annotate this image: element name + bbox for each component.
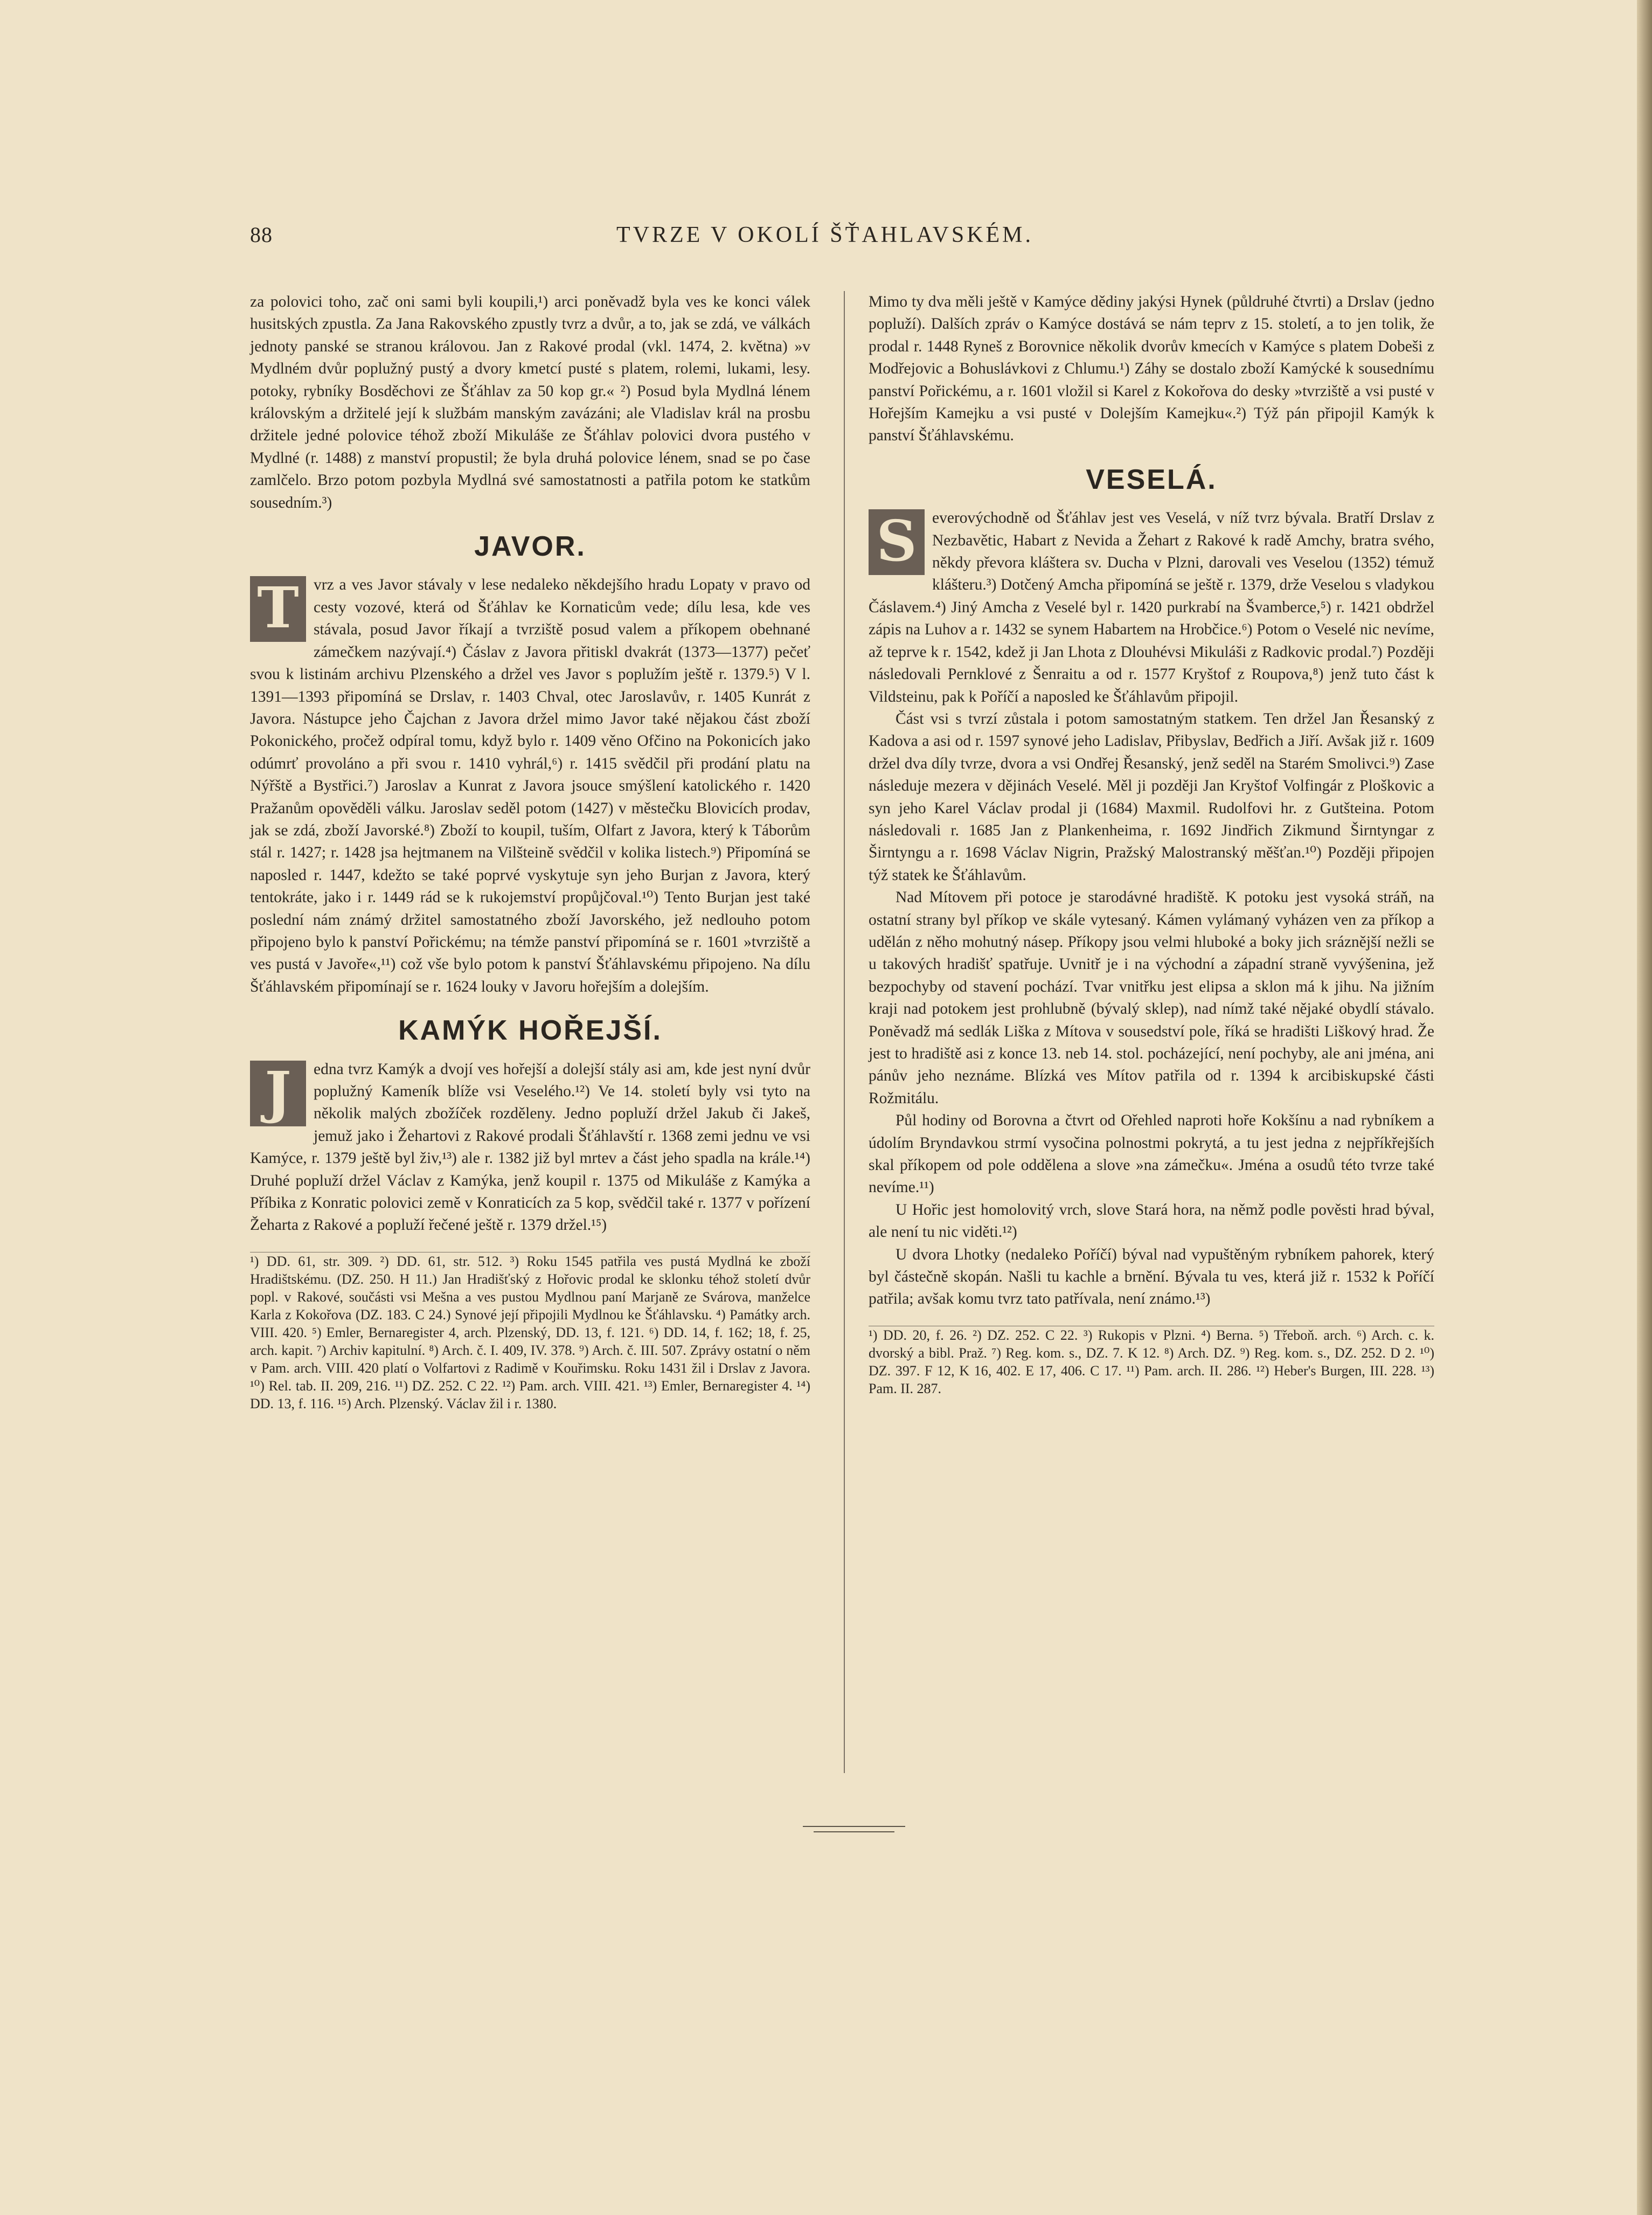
javor-text: vrz a ves Javor stávaly v lese nedaleko někdejšího hradu Lopaty v pravo od cesty vozové, která od Šťáhlav ke Kornaticům vede; dílu lesa, kde ves stávala, posud Javor říkají a tvrziště posud valem a příkopem obehnané zámečkem nazývají.⁴) Čáslav z Javora přitiskl dvakrát (1373—1377) pečeť svou k listinám archivu Plzenského a držel ves Javor s poplužím ještě r. 1379.⁵) V l. 1391—1393 připomíná se Drslav, r. 1403 Chval, otec Jaroslavův, r. 1405 Kunrát z Javora. Nástupce jeho Čajchan z Javora držel mimo Javor také nějakou část zboží Pokonického, pročež odpíral tomu, když bylo r. 1409 věno Ofčino na Pokonicích jako odúmrť provoláno a při svou r. 1410 vyhrál,⁶) r. 1415 svědčil při prodání platu na Nýřště a Bystřici.⁷) Jaroslav a Kunrat z Javora jsouce smýšlení katolického r. 1420 Pražanům opověděli válku. Jaroslav seděl potom (1427) v městečku Blovicích prodav, jak se zdá, zboží Javorské.⁸) Zboží to koupil, tuším, Olfart z Javora, který k Táborům stál r. 1427; r. 1428 jsa hejtmanem na Vilšteině svědčil v kolika listech.⁹) Připomíná se naposled r. 1447, kdežto se také poprvé vyskytuje syn jeho Burjan z Javora, který tentokráte, jako i r. 1449 rád se k rukojemství propůjčoval.¹⁰) Tento Burjan jest také poslední nám známý držitel samostatného zboží Javorského, jež nedlouho potom připojeno bylo k panství Pořickému; na témže panství připomíná se r. 1601 »tvrziště a ves pustá v Javoře«,¹¹) což vše bylo potom k panství Šťáhlavskému připojeno. Na dílu Šťáhlavském připomínají se r. 1624 louky v Javoru hořejším a dolejším. bbox=[250, 576, 810, 995]
page-edge bbox=[1637, 0, 1652, 2215]
vesela-paragraph-5: U Hořic jest homolovitý vrch, slove Stará hora, na němž podle pověsti hrad býval, ale není tu nic viděti.¹²) bbox=[869, 1201, 1434, 1241]
page-header bbox=[250, 222, 1399, 254]
end-rule-top bbox=[803, 1826, 905, 1827]
column-divider bbox=[844, 291, 845, 1773]
drop-cap-s: S bbox=[869, 509, 925, 575]
right-column bbox=[869, 291, 1434, 1397]
running-title: TVRZE V OKOLÍ ŠŤAHLAVSKÉM. bbox=[616, 223, 1034, 247]
vesela-heading: VESELÁ. bbox=[1086, 463, 1217, 495]
javor-paragraph bbox=[250, 574, 810, 998]
left-column bbox=[250, 291, 810, 1413]
drop-cap-j: J bbox=[250, 1061, 306, 1126]
vesela-text-1: everovýchodně od Šťáhlav jest ves Veselá, v níž tvrz bývala. Bratří Drslav z Nezbavětic, Habart z Nevida a Žehart z Rakové k radě Amchy, bratra svého, někdy převora kláštera sv. Ducha v Plzni, darovali ves Veselou (1352) témuž klášteru.³) Dotčený Amcha připomíná se ještě r. 1379, drže Veselou s vladykou Čáslavem.⁴) Jiný Amcha z Veselé byl r. 1420 purkrabí na Švamberce,⁵) r. 1421 obdržel zápis na Luhov a r. 1432 se synem Habartem na Hrobčice.⁶) Potom o Veselé nic nevíme, až teprve k r. 1542, kdež ji Jan Lhota z Dlouhévsi Mikuláši z Radkovic prodal.⁷) Později následovali Pernklové z Šenraitu a od r. 1577 Kryštof z Roupova,⁸) jenž tuto část k Vildsteinu, pak k Poříčí a naposled ke Šťáhlavům připojil. bbox=[869, 509, 1434, 705]
vesela-paragraph-3: Nad Mítovem při potoce je starodávné hradiště. K potoku jest vysoká stráň, na ostatní strany byl příkop ve skále vytesaný. Kámen vylámaný vyházen ven za příkop a udělán z něho mohutný násep. Příkopy jsou velmi hluboké a boky jich sráznější nežli se u takových hradišť spatřuje. Uvnitř je i na východní a západní straně vyvýšenina, jež bezpochyby od stavení pochází. Tvar vnitřku jest elipsa a sklon má k jihu. Na jižním kraji nad potokem jest prohlubně (bývalý sklep), nad nímž také nějaké obydlí stávalo. Poněvadž má sedlák Liška z Mítova v sousedství pole, říká se hradišti Liškový hrad. Že jest to hradiště asi z konce 13. neb 14. stol. pocházející, není pochyby, ale ani jména, ani pánův jeho neznáme. Blízká ves Mítov patřila od r. 1394 k arcibiskupské části Rožmitálu. bbox=[869, 889, 1434, 1107]
kamyk-paragraph bbox=[250, 1058, 810, 1237]
kamyk-continuation: Mimo ty dva měli ještě v Kamýce dědiny jakýsi Hynek (půldruhé čtvrti) a Drslav (jedno popluží). Dalších zpráv o Kamýce dostává se nám teprv z 15. století, a to jen tolik, že prodal r. 1448 Ryneš z Borovnice několik dvorův kmecích v Kamýce s platem Dobeši z Modřejovic a Bohuslávkovi z Chlumu.¹) Záhy se dostalo zboží Kamýcké k sousednímu panství Pořickému, a r. 1601 vložil si Karel z Kokořova do desky »tvrziště a vsi pusté v Hořejším Kamejku a vsi pusté v Dolejším Kamejku«.²) Týž pán připojil Kamýk k panství Šťáhlavskému. bbox=[869, 293, 1434, 445]
end-rule-bottom bbox=[814, 1831, 894, 1832]
vesela-paragraph-2: Část vsi s tvrzí zůstala i potom samostatným statkem. Ten držel Jan Řesanský z Kadova a asi od r. 1597 synové jeho Ladislav, Přibyslav, Bedřich a Jiří. Avšak již r. 1609 držel dva díly tvrze, dvora a vsi Ondřej Řesanský, jenž seděl na Starém Smolivci.⁹) Zase následuje mezera v dějinách Veselé. Měl ji později Jan Kryštof Volfingár z Ploškovic a syn jeho Karel Václav prodal ji (1684) Maxmil. Rudolfovi hr. z Gutšteina. Potom následovali r. 1685 Jan z Plankenheima, r. 1692 Jindřich Zikmund Širntyngar z Širntyngu a r. 1698 Václav Nigrin, Pražský Malostranský měšťan.¹⁰) Později připojen týž statek ke Šťáhlavům. bbox=[869, 710, 1434, 884]
vesela-paragraph-1 bbox=[869, 507, 1434, 708]
mydlna-paragraph: za polovici toho, zač oni sami byli koupili,¹) arci poněvadž byla ves ke konci válek husitských zpustla. Za Jana Rakovského zpustly tvrz a dvůr, a to, jak se zdá, ve válkách jednoty panské se stranou královou. Jan z Rakové prodal (vkl. 1474, 2. května) »v Mydlném dvůr poplužný pustý a dvory kmetcí pusté s platem, rolemi, lukami, lesy. potoky, rybníky Bosděchovi ze Šťáhlav za 50 kop gr.« ²) Posud byla Mydlná lénem královským a držitelé její k službám manským zavázáni; ale Vladislav král na prosbu držitele jedné polovice téhož zboží Mikuláše ze Šťáhlav polovici dvora pustého v Mydlné (r. 1488) z manství propustil; že byla druhá polovice lénem, snad se po čase zamlčelo. Brzo potom pozbyla Mydlná své samostatnosti a patřila potom ke statkům sousedním.³) bbox=[250, 293, 810, 511]
kamyk-heading: KAMÝK HOŘEJŠÍ. bbox=[398, 1015, 662, 1047]
right-footnotes: ¹) DD. 20, f. 26. ²) DZ. 252. C 22. ³) Rukopis v Plzni. ⁴) Berna. ⁵) Třeboň. arch. ⁶) Arch. c. k. dvorský a bibl. Praž. ⁷) Reg. kom. s., DZ. 7. K 12. ⁸) Arch. DZ. ⁹) Reg. kom. s., DZ. 252. D 2. ¹⁰) DZ. 397. F 12, K 16, 402. E 17, 406. C 17. ¹¹) Pam. arch. II. 286. ¹²) Heber's Burgen, III. 228. ¹³) Pam. II. 287. bbox=[869, 1327, 1434, 1396]
javor-heading: JAVOR. bbox=[474, 531, 586, 563]
left-footnotes: ¹) DD. 61, str. 309. ²) DD. 61, str. 512. ³) Roku 1545 patřila ves pustá Mydlná ke zboží Hradištskému. (DZ. 250. H 11.) Jan Hradišťský z Hořovic prodal ke sklonku téhož století dvůr popl. v Rakové, součásti vsi Mešna a ves pustou Mydlnou paní Marjaně ze Svárova, manželce Karla z Kokořova (DZ. 183. C 24.) Synové její připojili Mydlnou ke Šťáhlavsku. ⁴) Památky arch. VIII. 420. ⁵) Emler, Bernaregister 4, arch. Plzenský, DD. 13, f. 121. ⁶) DD. 14, f. 162; 18, f. 25, arch. kapit. ⁷) Archiv kapitulní. ⁸) Arch. č. I. 409, IV. 378. ⁹) Arch. č. III. 507. Zprávy ostatní o něm v Pam. arch. VIII. 420 platí o Volfartovi z Radimě v Kouřimsku. Roku 1431 žil i Drslav z Javora. ¹⁰) Rel. tab. II. 209, 216. ¹¹) DZ. 252. C 22. ¹²) Pam. arch. VIII. 421. ¹³) Emler, Bernaregister 4. ¹⁴) DD. 13, f. 116. ¹⁵) Arch. Plzenský. Václav žil i r. 1380. bbox=[250, 1253, 810, 1411]
drop-cap-t: T bbox=[250, 576, 306, 642]
vesela-paragraph-4: Půl hodiny od Borovna a čtvrt od Ořehled naproti hoře Kokšínu a nad rybníkem a údolím Bryndavkou strmí vysočina polnostmi pokrytá, a tu jest jedna z nejpříkřejších skal příkopem od pole oddělena a slove »na zámečku«. Jména a osudů této tvrze také nevíme.¹¹) bbox=[869, 1112, 1434, 1196]
page-number: 88 bbox=[250, 223, 273, 247]
vesela-paragraph-6: U dvora Lhotky (nedaleko Poříčí) býval nad vypuštěným rybníkem pahorek, který byl částečně skopán. Našli tu kachle a brnění. Bývala tu ves, která již r. 1532 k Poříčí patřila; avšak komu tvrz tato patřívala, není známo.¹³) bbox=[869, 1245, 1434, 1308]
kamyk-text: edna tvrz Kamýk a dvojí ves hořejší a dolejší stály asi am, kde jest nyní dvůr poplužný Kameník blíže vsi Veselého.¹²) Ve 14. století byly vsi tyto na několik malých zbožíček rozděleny. Jedno popluží držel Jakub či Jakeš, jemuž jako i Žehartovi z Rakové prodali Šťáhlavští r. 1368 zemi jednu ve vsi Kamýce, r. 1379 ještě byl živ,¹³) ale r. 1382 již byl mrtev a část jeho spadla na krále.¹⁴) Druhé popluží držel Václav z Kamýka, jenž koupil r. 1375 od Mikuláše z Kamýka a Příbika z Konratic polovici země v Konraticích za 5 kop, svědčil také r. 1377 v pořízení Žeharta z Rakové a popluží řečené ještě r. 1379 držel.¹⁵) bbox=[250, 1060, 810, 1234]
